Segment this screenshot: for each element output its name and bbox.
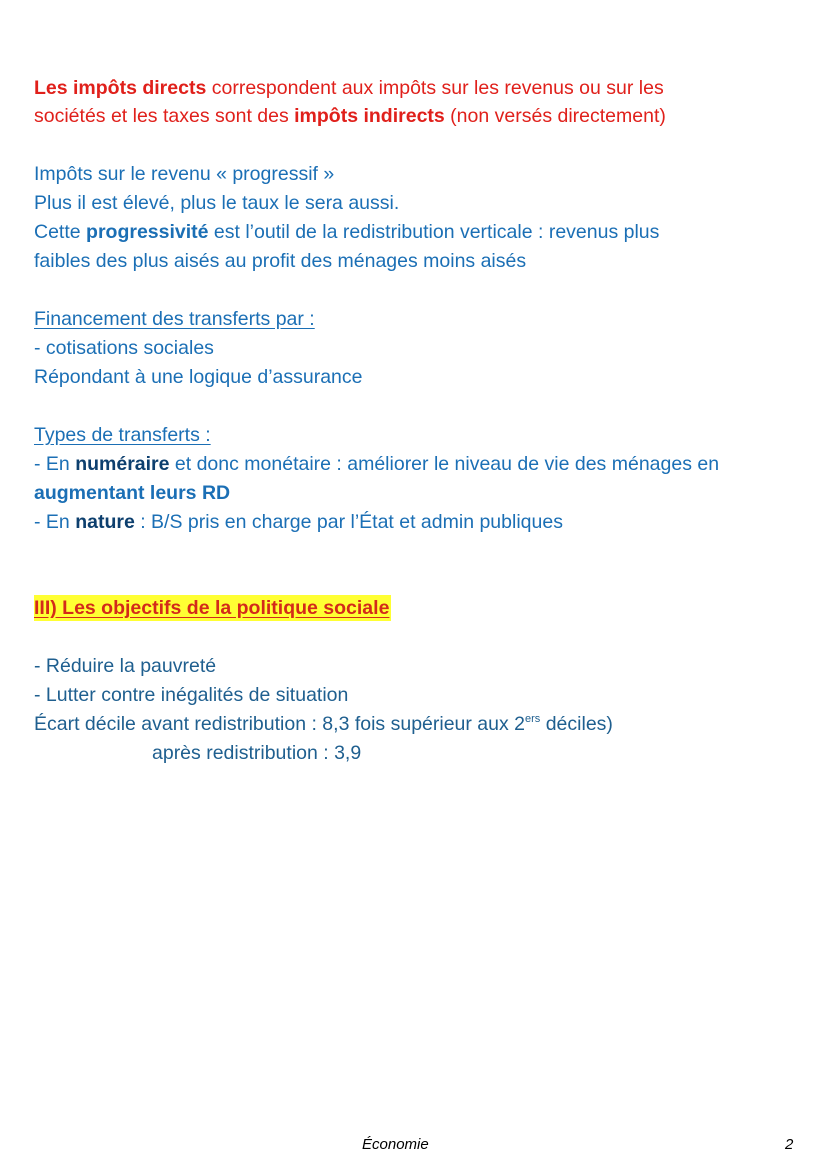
text-run: sociétés et les taxes sont des	[34, 105, 295, 127]
financing-line-2: Répondant à une logique d’assurance	[34, 366, 363, 388]
text-run: déciles)	[540, 713, 613, 735]
transfer-types-title: Types de transferts :	[34, 424, 211, 446]
text-run: est l’outil de la redistribution verticale : revenus plus	[208, 221, 660, 243]
footer-page-number: 2	[785, 1136, 794, 1153]
text-run: (non versés directement)	[444, 105, 666, 127]
text-run: Écart décile avant redistribution : 8,3 fois supérieur aux 2	[34, 713, 526, 735]
text-run: correspondent aux impôts sur les revenus ou sur les	[206, 77, 664, 99]
bold-term: augmentant leurs RD	[34, 482, 231, 504]
objectives-line-4: après redistribution : 3,9	[152, 742, 362, 764]
transfer-types-line-3	[34, 509, 563, 535]
bold-term: Les impôts directs	[34, 77, 207, 99]
progressive-tax-line-2: Plus il est élevé, plus le taux le sera aussi.	[34, 192, 400, 214]
superscript: ers	[525, 713, 541, 725]
financing-title: Financement des transferts par :	[34, 308, 315, 330]
financing-line-1: - cotisations sociales	[34, 337, 214, 359]
progressive-tax-line-1: Impôts sur le revenu « progressif »	[34, 163, 335, 185]
text-run: - En	[34, 511, 76, 533]
transfer-types-line-1	[34, 451, 719, 477]
objectives-line-2: - Lutter contre inégalités de situation	[34, 684, 349, 706]
transfer-types-line-2	[34, 480, 230, 506]
footer-subject: Économie	[362, 1136, 429, 1153]
text-run: et donc monétaire : améliorer le niveau de vie des ménages en	[169, 453, 720, 475]
bold-term: numéraire	[75, 453, 170, 475]
bold-term: progressivité	[86, 221, 209, 243]
section-heading: III) Les objectifs de la politique sociale	[34, 597, 390, 619]
text-run: - En	[34, 453, 76, 475]
text-run: Cette	[34, 221, 87, 243]
objectives-line-3	[34, 711, 613, 737]
progressive-tax-line-4: faibles des plus aisés au profit des ménages moins aisés	[34, 250, 527, 272]
objectives-line-1: - Réduire la pauvreté	[34, 655, 217, 677]
progressive-tax-line-3	[34, 219, 659, 245]
paragraph-direct-taxes-line-2	[34, 103, 666, 129]
paragraph-direct-taxes-line-1	[34, 75, 664, 101]
bold-term: impôts indirects	[294, 105, 445, 127]
bold-term: nature	[75, 511, 135, 533]
text-run: : B/S pris en charge par l’État et admin publiques	[134, 511, 563, 533]
